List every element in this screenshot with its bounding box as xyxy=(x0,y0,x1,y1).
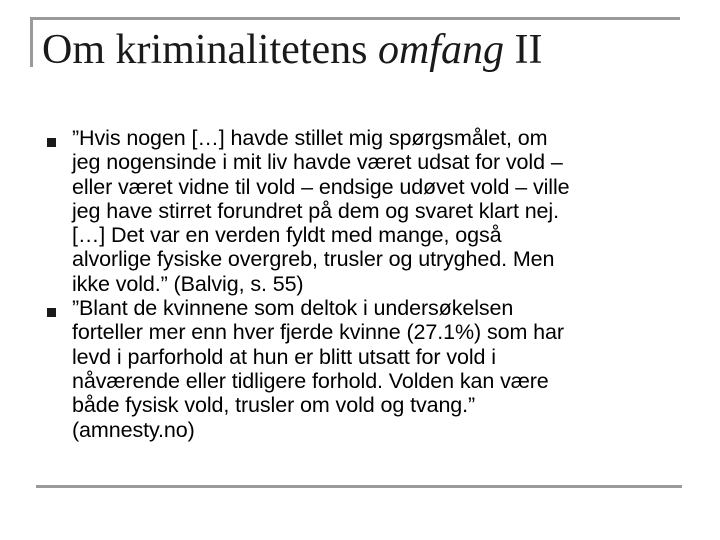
title-frame-top-line xyxy=(30,17,680,20)
slide-title-part2: II xyxy=(503,27,543,73)
square-bullet-icon xyxy=(47,138,56,147)
bullet-text: ”Hvis nogen […] havde stillet mig spørgsmålet, om jeg nogensinde i mit liv havde været udsat for vold – eller været vidne til vold – endsige udøvet vold – ville jeg have stirret forundret på dem og svaret klart nej. […] Det var en verden fyldt med mange, også alvorlige fysiske overgreb, trusler og utryghed. Men ikke vold.” (Balvig, s. 55) xyxy=(72,126,570,296)
bottom-rule-line xyxy=(36,485,682,488)
slide-title xyxy=(42,22,542,78)
square-bullet-icon xyxy=(47,308,56,317)
title-frame-left-line xyxy=(30,17,33,67)
bullet-list xyxy=(40,126,680,442)
bullet-item-balvig-quote xyxy=(40,126,680,296)
slide-title-italic: omfang xyxy=(377,27,504,73)
title-frame-right-tick xyxy=(677,17,680,20)
bullet-item-amnesty-quote xyxy=(40,296,680,442)
slide-title-part1: Om kriminalitetens xyxy=(42,27,378,73)
bullet-text: ”Blant de kvinnene som deltok i undersøkelsen forteller mer enn hver fjerde kvinne (27.1%) som har levd i parforhold at hun er blitt utsatt for vold i nåværende eller tidligere forhold. Volden kan være både fysisk vold, trusler om vold og tvang.” (amnesty.no) xyxy=(72,296,564,442)
